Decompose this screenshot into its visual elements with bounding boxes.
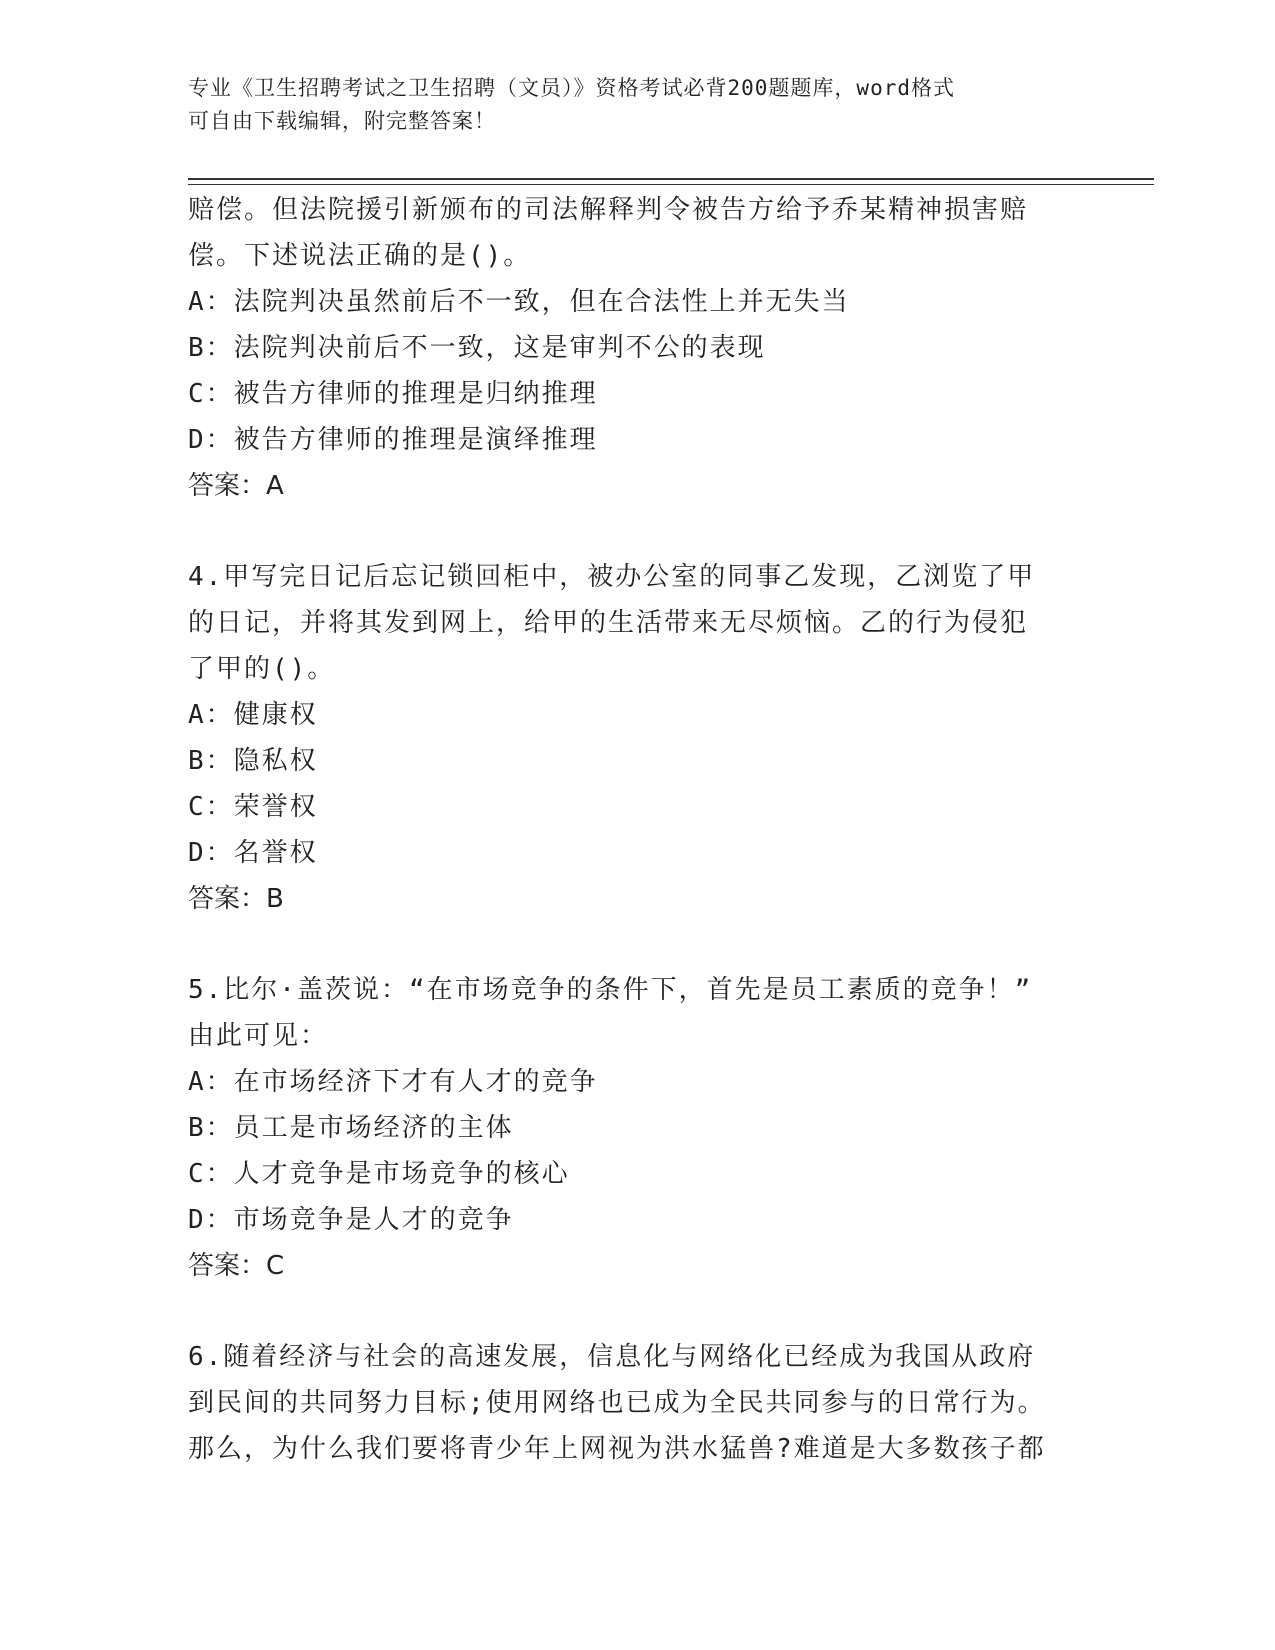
option-a: A：在市场经济下才有人才的竞争 <box>188 1067 598 1097</box>
question-stem-line: 偿。下述说法正确的是()。 <box>188 241 532 271</box>
document-body <box>188 187 1088 1517</box>
question-stem-line: 了甲的()。 <box>188 654 336 684</box>
question-stem-line: 4.甲写完日记后忘记锁回柜中，被办公室的同事乙发现，乙浏览了甲 <box>188 562 1036 592</box>
header-line-1: 专业《卫生招聘考试之卫生招聘（文员）》资格考试必背200题题库，word格式 <box>188 76 955 100</box>
header-divider-thick <box>188 178 1154 180</box>
question-stem-line: 6.随着经济与社会的高速发展，信息化与网络化已经成为我国从政府 <box>188 1342 1036 1372</box>
option-c: C：荣誉权 <box>188 792 318 822</box>
answer: 答案：A <box>188 471 284 501</box>
question-3 <box>188 187 1088 509</box>
option-a: A：法院判决虽然前后不一致，但在合法性上并无失当 <box>188 287 850 317</box>
question-5 <box>188 967 1088 1289</box>
header-divider-thin <box>188 184 1154 185</box>
option-d: D：市场竞争是人才的竞争 <box>188 1205 514 1235</box>
answer: 答案：C <box>188 1251 285 1281</box>
option-c: C：人才竞争是市场竞争的核心 <box>188 1159 570 1189</box>
header-line-2: 可自由下载编辑，附完整答案！ <box>188 109 496 133</box>
option-c: C：被告方律师的推理是归纳推理 <box>188 379 598 409</box>
document-header <box>188 72 1088 138</box>
option-b: B：员工是市场经济的主体 <box>188 1113 514 1143</box>
question-stem-line: 到民间的共同努力目标;使用网络也已成为全民共同参与的日常行为。 <box>188 1388 1046 1418</box>
answer: 答案：B <box>188 884 284 914</box>
question-6 <box>188 1334 1088 1472</box>
question-stem-line: 5.比尔·盖茨说：“在市场竞争的条件下，首先是员工素质的竞争！” <box>188 975 1033 1005</box>
question-stem-line: 赔偿。但法院援引新颁布的司法解释判令被告方给予乔某精神损害赔 <box>188 195 1029 225</box>
question-stem-line: 的日记，并将其发到网上，给甲的生活带来无尽烦恼。乙的行为侵犯 <box>188 608 1029 638</box>
option-b: B：隐私权 <box>188 746 318 776</box>
option-d: D：被告方律师的推理是演绎推理 <box>188 425 598 455</box>
option-d: D：名誉权 <box>188 838 318 868</box>
option-a: A：健康权 <box>188 700 318 730</box>
question-4 <box>188 554 1088 922</box>
option-b: B：法院判决前后不一致，这是审判不公的表现 <box>188 333 766 363</box>
question-stem-line: 由此可见： <box>188 1021 329 1051</box>
question-stem-line: 那么，为什么我们要将青少年上网视为洪水猛兽?难道是大多数孩子都 <box>188 1434 1046 1464</box>
